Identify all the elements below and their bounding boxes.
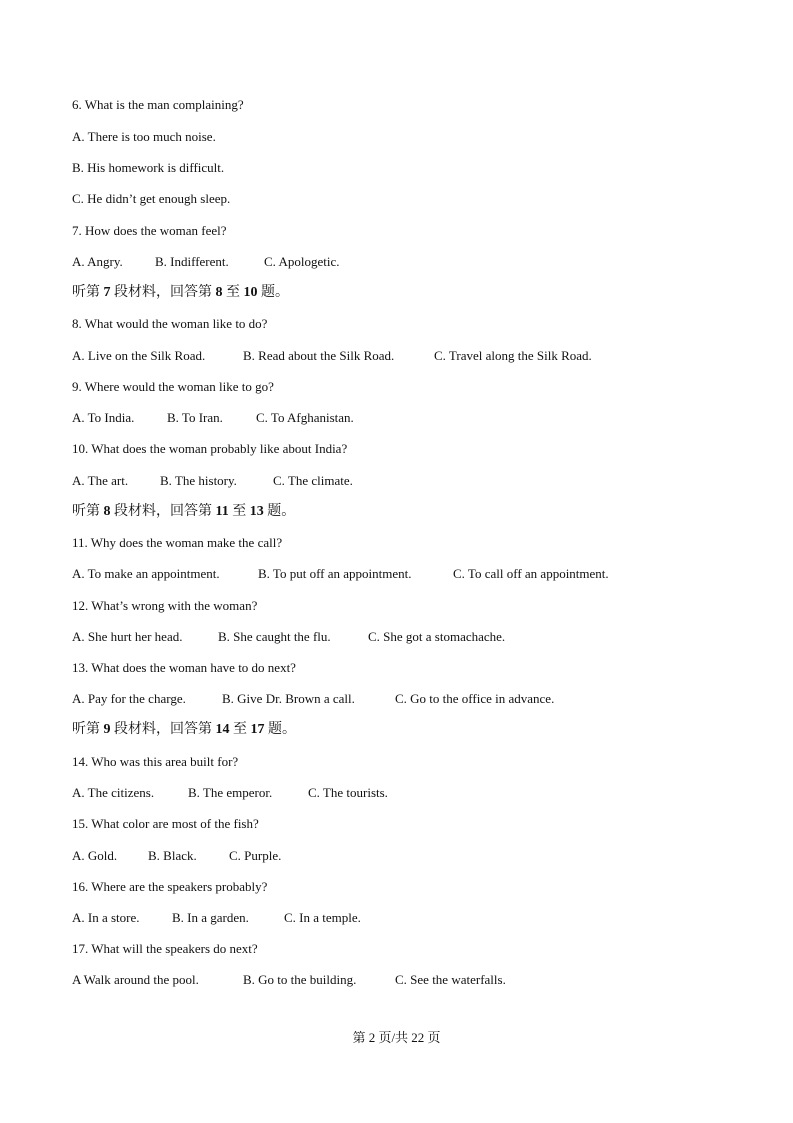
q15-option-c: C. Purple. [229,848,282,863]
section-heading-7 [72,285,289,301]
q15-options [72,848,281,864]
q16-option-c: C. In a temple. [284,910,361,925]
q9-options [72,410,354,426]
q8-options [72,348,592,364]
q13-option-c: C. Go to the office in advance. [395,691,555,706]
heading-text: 题。 [263,504,296,519]
q7-option-a: A. Angry. [72,254,123,269]
heading-text: 至 [222,285,244,300]
question-16: 16. Where are the speakers probably? [72,879,268,894]
question-13: 13. What does the woman have to do next? [72,660,296,675]
q7-option-b: B. Indifferent. [155,254,229,269]
q11-options [72,566,609,582]
q12-option-c: C. She got a stomachache. [368,629,506,644]
question-14: 14. Who was this area built for? [72,754,239,769]
question-10: 10. What does the woman probably like about India? [72,441,348,456]
q13-option-a: A. Pay for the charge. [72,691,186,706]
q9-option-c: C. To Afghanistan. [256,410,354,425]
heading-text: 题。 [257,285,289,300]
page-footer: 第 2 页/共 22 页 [352,1030,441,1045]
q10-option-b: B. The history. [160,473,237,488]
heading-number: 9 [103,722,111,737]
heading-number: 17 [250,722,265,737]
q12-options [72,629,505,645]
q16-option-a: A. In a store. [72,910,140,925]
question-7: 7. How does the woman feel? [72,223,227,238]
question-12: 12. What’s wrong with the woman? [72,598,258,613]
question-15: 15. What color are most of the fish? [72,816,259,831]
heading-text: 听第 [72,504,104,519]
q9-option-a: A. To India. [72,410,135,425]
q9-option-b: B. To Iran. [167,410,223,425]
q16-option-b: B. In a garden. [172,910,249,925]
heading-text: 听第 [72,722,104,737]
question-8: 8. What would the woman like to do? [72,316,268,331]
q6-option-b: B. His homework is difficult. [72,160,225,175]
heading-text: 听第 [72,285,104,300]
heading-number: 8 [215,285,223,300]
heading-number: 7 [103,285,111,300]
heading-text: 至 [229,722,251,737]
q17-options [72,972,506,988]
q15-option-a: A. Gold. [72,848,118,863]
q17-option-c: C. See the waterfalls. [395,972,506,987]
heading-number: 10 [243,285,258,300]
heading-text: 至 [228,504,250,519]
heading-number: 8 [103,504,111,519]
heading-text: 段材料，回答第 [110,504,216,519]
q10-options [72,473,353,489]
heading-number: 14 [215,722,230,737]
q13-options [72,691,554,707]
q8-option-a: A. Live on the Silk Road. [72,348,206,363]
q11-option-a: A. To make an appointment. [72,566,220,581]
heading-number: 13 [249,504,264,519]
q17-option-a: A Walk around the pool. [72,972,199,987]
heading-number: 11 [215,504,229,519]
q11-option-c: C. To call off an appointment. [453,566,609,581]
q6-option-a: A. There is too much noise. [72,129,216,144]
heading-text: 段材料，回答第 [110,722,216,737]
q17-option-b: B. Go to the building. [243,972,357,987]
q6-option-c: C. He didn’t get enough sleep. [72,191,231,206]
q7-options [72,254,339,270]
q14-options [72,785,388,801]
q11-option-b: B. To put off an appointment. [258,566,412,581]
q12-option-a: A. She hurt her head. [72,629,183,644]
question-6: 6. What is the man complaining? [72,97,244,112]
q16-options [72,910,361,926]
q14-option-a: A. The citizens. [72,785,155,800]
q12-option-b: B. She caught the flu. [218,629,331,644]
heading-text: 段材料，回答第 [110,285,216,300]
q8-option-c: C. Travel along the Silk Road. [434,348,592,363]
section-heading-8 [72,504,295,520]
q14-option-b: B. The emperor. [188,785,273,800]
q10-option-a: A. The art. [72,473,129,488]
q10-option-c: C. The climate. [273,473,353,488]
q14-option-c: C. The tourists. [308,785,388,800]
question-9: 9. Where would the woman like to go? [72,379,274,394]
q15-option-b: B. Black. [148,848,197,863]
question-17: 17. What will the speakers do next? [72,941,258,956]
section-heading-9 [72,722,296,738]
heading-text: 题。 [264,722,296,737]
q8-option-b: B. Read about the Silk Road. [243,348,395,363]
q13-option-b: B. Give Dr. Brown a call. [222,691,355,706]
q7-option-c: C. Apologetic. [264,254,340,269]
question-11: 11. Why does the woman make the call? [72,535,283,550]
